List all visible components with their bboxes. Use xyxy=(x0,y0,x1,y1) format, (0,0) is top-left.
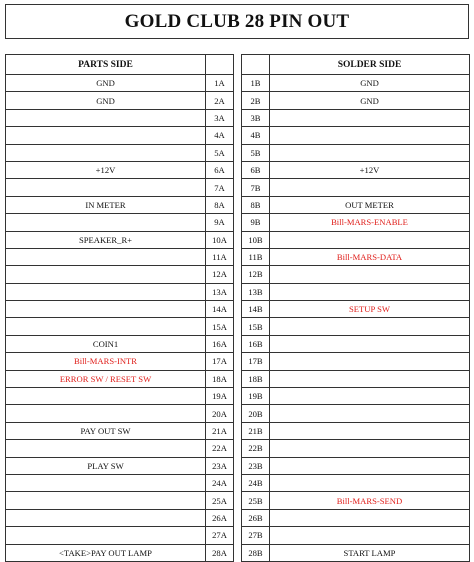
header-solder-side: SOLDER SIDE xyxy=(270,55,470,75)
solder-side-label xyxy=(270,422,470,439)
column-gap xyxy=(234,196,242,213)
solder-side-label: +12V xyxy=(270,161,470,178)
solder-side-label: GND xyxy=(270,75,470,92)
column-gap xyxy=(234,492,242,509)
pin-b-number: 12B xyxy=(242,266,270,283)
parts-side-label xyxy=(6,266,206,283)
pin-a-number: 6A xyxy=(206,161,234,178)
pin-b-number: 22B xyxy=(242,440,270,457)
pin-a-number: 11A xyxy=(206,248,234,265)
column-gap xyxy=(234,405,242,422)
column-gap xyxy=(234,266,242,283)
table-row xyxy=(6,248,470,265)
table-row xyxy=(6,353,470,370)
pin-b-number: 17B xyxy=(242,353,270,370)
table-header-row xyxy=(6,55,470,75)
parts-side-label xyxy=(6,109,206,126)
parts-side-label: PLAY SW xyxy=(6,457,206,474)
table-row xyxy=(6,283,470,300)
table-row xyxy=(6,335,470,352)
table-row xyxy=(6,231,470,248)
pin-a-number: 9A xyxy=(206,214,234,231)
table-row xyxy=(6,214,470,231)
column-gap xyxy=(234,92,242,109)
pin-b-number: 20B xyxy=(242,405,270,422)
table-row xyxy=(6,474,470,491)
column-gap xyxy=(234,335,242,352)
pin-b-number: 27B xyxy=(242,527,270,544)
solder-side-label xyxy=(270,474,470,491)
solder-side-label: OUT METER xyxy=(270,196,470,213)
pin-b-number: 23B xyxy=(242,457,270,474)
table-row xyxy=(6,127,470,144)
parts-side-label: GND xyxy=(6,92,206,109)
pin-b-number: 14B xyxy=(242,301,270,318)
parts-side-label xyxy=(6,388,206,405)
table-row xyxy=(6,370,470,387)
header-pin-a-blank xyxy=(206,55,234,75)
column-gap xyxy=(234,214,242,231)
column-gap xyxy=(234,318,242,335)
table-row xyxy=(6,388,470,405)
table-row xyxy=(6,440,470,457)
pin-a-number: 14A xyxy=(206,301,234,318)
parts-side-label xyxy=(6,492,206,509)
header-parts-side: PARTS SIDE xyxy=(6,55,206,75)
solder-side-label xyxy=(270,509,470,526)
pin-b-number: 8B xyxy=(242,196,270,213)
pin-a-number: 19A xyxy=(206,388,234,405)
column-gap xyxy=(234,144,242,161)
pin-a-number: 17A xyxy=(206,353,234,370)
solder-side-label xyxy=(270,353,470,370)
solder-side-label xyxy=(270,335,470,352)
solder-side-label: START LAMP xyxy=(270,544,470,561)
column-gap xyxy=(234,55,242,75)
table-row xyxy=(6,318,470,335)
parts-side-label: PAY OUT SW xyxy=(6,422,206,439)
table-row xyxy=(6,144,470,161)
table-row xyxy=(6,422,470,439)
pin-a-number: 27A xyxy=(206,527,234,544)
parts-side-label xyxy=(6,301,206,318)
pin-b-number: 1B xyxy=(242,75,270,92)
pin-a-number: 8A xyxy=(206,196,234,213)
pin-b-number: 26B xyxy=(242,509,270,526)
solder-side-label xyxy=(270,179,470,196)
parts-side-label xyxy=(6,509,206,526)
solder-side-label xyxy=(270,283,470,300)
parts-side-label: COIN1 xyxy=(6,335,206,352)
pin-a-number: 28A xyxy=(206,544,234,561)
column-gap xyxy=(234,75,242,92)
table-row xyxy=(6,492,470,509)
pin-a-number: 23A xyxy=(206,457,234,474)
pin-a-number: 3A xyxy=(206,109,234,126)
header-pin-b-blank xyxy=(242,55,270,75)
pin-b-number: 16B xyxy=(242,335,270,352)
column-gap xyxy=(234,388,242,405)
parts-side-label xyxy=(6,474,206,491)
table-row xyxy=(6,75,470,92)
solder-side-label xyxy=(270,527,470,544)
pin-b-number: 9B xyxy=(242,214,270,231)
parts-side-label xyxy=(6,214,206,231)
parts-side-label xyxy=(6,405,206,422)
solder-side-label xyxy=(270,109,470,126)
pin-a-number: 4A xyxy=(206,127,234,144)
table-row xyxy=(6,457,470,474)
pin-b-number: 2B xyxy=(242,92,270,109)
solder-side-label: Bill-MARS-DATA xyxy=(270,248,470,265)
column-gap xyxy=(234,353,242,370)
solder-side-label: Bill-MARS-ENABLE xyxy=(270,214,470,231)
column-gap xyxy=(234,370,242,387)
column-gap xyxy=(234,474,242,491)
column-gap xyxy=(234,248,242,265)
pin-a-number: 15A xyxy=(206,318,234,335)
column-gap xyxy=(234,440,242,457)
solder-side-label xyxy=(270,127,470,144)
parts-side-label xyxy=(6,440,206,457)
parts-side-label: <TAKE>PAY OUT LAMP xyxy=(6,544,206,561)
table-row xyxy=(6,196,470,213)
column-gap xyxy=(234,422,242,439)
solder-side-label xyxy=(270,405,470,422)
column-gap xyxy=(234,179,242,196)
pin-b-number: 4B xyxy=(242,127,270,144)
parts-side-label: GND xyxy=(6,75,206,92)
solder-side-label: Bill-MARS-SEND xyxy=(270,492,470,509)
pin-b-number: 18B xyxy=(242,370,270,387)
column-gap xyxy=(234,544,242,561)
pin-b-number: 15B xyxy=(242,318,270,335)
pin-a-number: 2A xyxy=(206,92,234,109)
pin-a-number: 16A xyxy=(206,335,234,352)
pin-a-number: 12A xyxy=(206,266,234,283)
solder-side-label xyxy=(270,231,470,248)
parts-side-label: SPEAKER_R+ xyxy=(6,231,206,248)
pin-b-number: 28B xyxy=(242,544,270,561)
column-gap xyxy=(234,509,242,526)
column-gap xyxy=(234,283,242,300)
pin-b-number: 21B xyxy=(242,422,270,439)
table-row xyxy=(6,527,470,544)
pin-b-number: 25B xyxy=(242,492,270,509)
parts-side-label xyxy=(6,283,206,300)
solder-side-label xyxy=(270,440,470,457)
parts-side-label: Bill-MARS-INTR xyxy=(6,353,206,370)
pin-a-number: 10A xyxy=(206,231,234,248)
pin-a-number: 13A xyxy=(206,283,234,300)
solder-side-label: GND xyxy=(270,92,470,109)
solder-side-label xyxy=(270,318,470,335)
pin-a-number: 26A xyxy=(206,509,234,526)
column-gap xyxy=(234,161,242,178)
pin-b-number: 10B xyxy=(242,231,270,248)
parts-side-label: ERROR SW / RESET SW xyxy=(6,370,206,387)
parts-side-label: IN METER xyxy=(6,196,206,213)
parts-side-label xyxy=(6,248,206,265)
column-gap xyxy=(234,127,242,144)
parts-side-label xyxy=(6,527,206,544)
table-row xyxy=(6,405,470,422)
pin-b-number: 19B xyxy=(242,388,270,405)
table-row xyxy=(6,179,470,196)
page-title: GOLD CLUB 28 PIN OUT xyxy=(5,4,469,39)
parts-side-label: +12V xyxy=(6,161,206,178)
table-row xyxy=(6,509,470,526)
column-gap xyxy=(234,457,242,474)
pin-a-number: 18A xyxy=(206,370,234,387)
table-row xyxy=(6,161,470,178)
column-gap xyxy=(234,527,242,544)
pin-a-number: 1A xyxy=(206,75,234,92)
parts-side-label xyxy=(6,127,206,144)
solder-side-label xyxy=(270,457,470,474)
table-row xyxy=(6,266,470,283)
pin-a-number: 20A xyxy=(206,405,234,422)
solder-side-label xyxy=(270,266,470,283)
pin-a-number: 5A xyxy=(206,144,234,161)
pinout-table xyxy=(5,54,470,562)
solder-side-label xyxy=(270,388,470,405)
pin-a-number: 7A xyxy=(206,179,234,196)
solder-side-label xyxy=(270,370,470,387)
pin-b-number: 6B xyxy=(242,161,270,178)
parts-side-label xyxy=(6,144,206,161)
solder-side-label xyxy=(270,144,470,161)
table-row xyxy=(6,92,470,109)
column-gap xyxy=(234,109,242,126)
pin-a-number: 22A xyxy=(206,440,234,457)
pin-a-number: 25A xyxy=(206,492,234,509)
column-gap xyxy=(234,301,242,318)
pin-b-number: 3B xyxy=(242,109,270,126)
pin-b-number: 7B xyxy=(242,179,270,196)
pin-b-number: 13B xyxy=(242,283,270,300)
pin-a-number: 21A xyxy=(206,422,234,439)
column-gap xyxy=(234,231,242,248)
parts-side-label xyxy=(6,318,206,335)
parts-side-label xyxy=(6,179,206,196)
table-row xyxy=(6,109,470,126)
pin-a-number: 24A xyxy=(206,474,234,491)
table-row xyxy=(6,301,470,318)
pin-b-number: 5B xyxy=(242,144,270,161)
pin-b-number: 11B xyxy=(242,248,270,265)
pin-b-number: 24B xyxy=(242,474,270,491)
solder-side-label: SETUP SW xyxy=(270,301,470,318)
table-row xyxy=(6,544,470,561)
